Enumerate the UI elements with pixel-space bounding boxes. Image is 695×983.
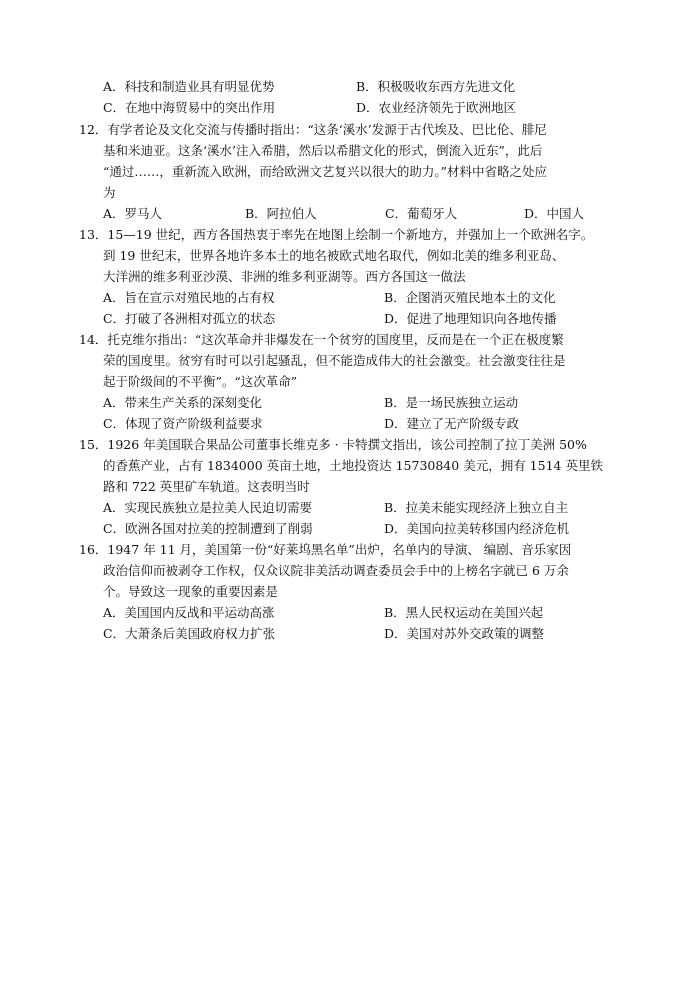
q15-option-b: B．拉美未能实现经济上独立自主: [384, 500, 569, 515]
q12-stem-line-1: 12．有学者论及文化交流与传播时指出：“这条‘溪水’发源于古代埃及、巴比伦、腓尼: [79, 122, 547, 137]
q16-stem-line-3: 个。导致这一现象的重要因素是: [103, 584, 279, 599]
q11-option-c: C．在地中海贸易中的突出作用: [103, 100, 276, 115]
q13-stem-line-1: 13．15—19 世纪，西方各国热衷于率先在地图上绘制一个新地方，并强加上一个欧洲名字。: [79, 227, 594, 242]
q13-option-b: B．企图消灭殖民地本土的文化: [384, 290, 556, 305]
q11-option-d: D．农业经济领先于欧洲地区: [356, 100, 517, 115]
q16-option-c: C．大萧条后美国政府权力扩张: [103, 626, 276, 641]
q15-option-a: A．实现民族独立是拉美人民迫切需要: [103, 500, 313, 515]
q16-option-d: D．美国对苏外交政策的调整: [384, 626, 545, 641]
q14-option-d: D．建立了无产阶级专政: [384, 416, 520, 431]
q16-stem-line-2: 政治信仰而被剥夺工作权，仅众议院非美活动调查委员会手中的上榜名字就已 6 万余: [103, 563, 569, 578]
q16-stem-line-1: 16．1947 年 11 月，美国第一份“好莱坞黑名单”出炉，名单内的导演、 编剧、音乐家因: [79, 542, 572, 557]
q12-option-b: B．阿拉伯人: [245, 206, 317, 221]
q11-option-a: A．科技和制造业具有明显优势: [103, 79, 275, 94]
q14-stem-line-2: 荣的国度里。贫穷有时可以引起骚乱，但不能造成伟大的社会激变。社会激变往往是: [103, 353, 566, 368]
q15-option-c: C．欧洲各国对拉美的控制遭到了削弱: [103, 521, 313, 536]
q12-stem-line-4: 为: [103, 185, 116, 200]
q16-option-b: B．黑人民权运动在美国兴起: [384, 605, 544, 620]
q15-option-d: D．美国向拉美转移国内经济危机: [384, 521, 570, 536]
q12-option-a: A．罗马人: [103, 206, 163, 221]
q12-stem-line-3: “通过……，重新流入欧洲，而给欧洲文艺复兴以很大的助力。”材料中省略之处应: [103, 164, 548, 179]
q14-stem-line-3: 起于阶级间的不平衡”。“这次革命”: [103, 374, 298, 389]
q13-option-c: C．打破了各洲相对孤立的状态: [103, 311, 276, 326]
q13-option-a: A．旨在宣示对殖民地的占有权: [103, 290, 275, 305]
q16-option-a: A．美国国内反战和平运动高涨: [103, 605, 275, 620]
q15-stem-line-2: 的香蕉产业，占有 1834000 英亩土地，土地投资达 15730840 美元，拥有 1514 英里铁: [103, 458, 603, 473]
q12-option-c: C．葡萄牙人: [385, 206, 458, 221]
q14-option-b: B．是一场民族独立运动: [384, 395, 519, 410]
q11-option-b: B．积极吸收东西方先进文化: [356, 79, 516, 94]
q13-option-d: D．促进了地理知识向各地传播: [384, 311, 557, 326]
q13-stem-line-3: 大洋洲的维多利亚沙漠、非洲的维多利亚湖等。西方各国这一做法: [103, 269, 466, 284]
q14-option-c: C．体现了资产阶级利益要求: [103, 416, 263, 431]
q12-stem-line-2: 基和米迪亚。这条‘溪水’注入希腊，然后以希腊文化的形式，倒流入近东”，此后: [103, 143, 543, 158]
q13-stem-line-2: 到 19 世纪末，世界各地许多本土的地名被欧式地名取代，例如北美的维多利亚岛、: [103, 248, 565, 263]
q15-stem-line-3: 路和 722 英里矿车轨道。这表明当时: [103, 479, 310, 494]
q14-stem-line-1: 14．托克维尔指出：“这次革命并非爆发在一个贫穷的国度里，反而是在一个正在极度繁: [79, 332, 564, 347]
q15-stem-line-1: 15．1926 年美国联合果品公司董事长维克多 · 卡特撰文指出，该公司控制了拉丁美洲 50%: [79, 437, 587, 452]
q14-option-a: A．带来生产关系的深刻变化: [103, 395, 263, 410]
q12-option-d: D．中国人: [524, 206, 585, 221]
